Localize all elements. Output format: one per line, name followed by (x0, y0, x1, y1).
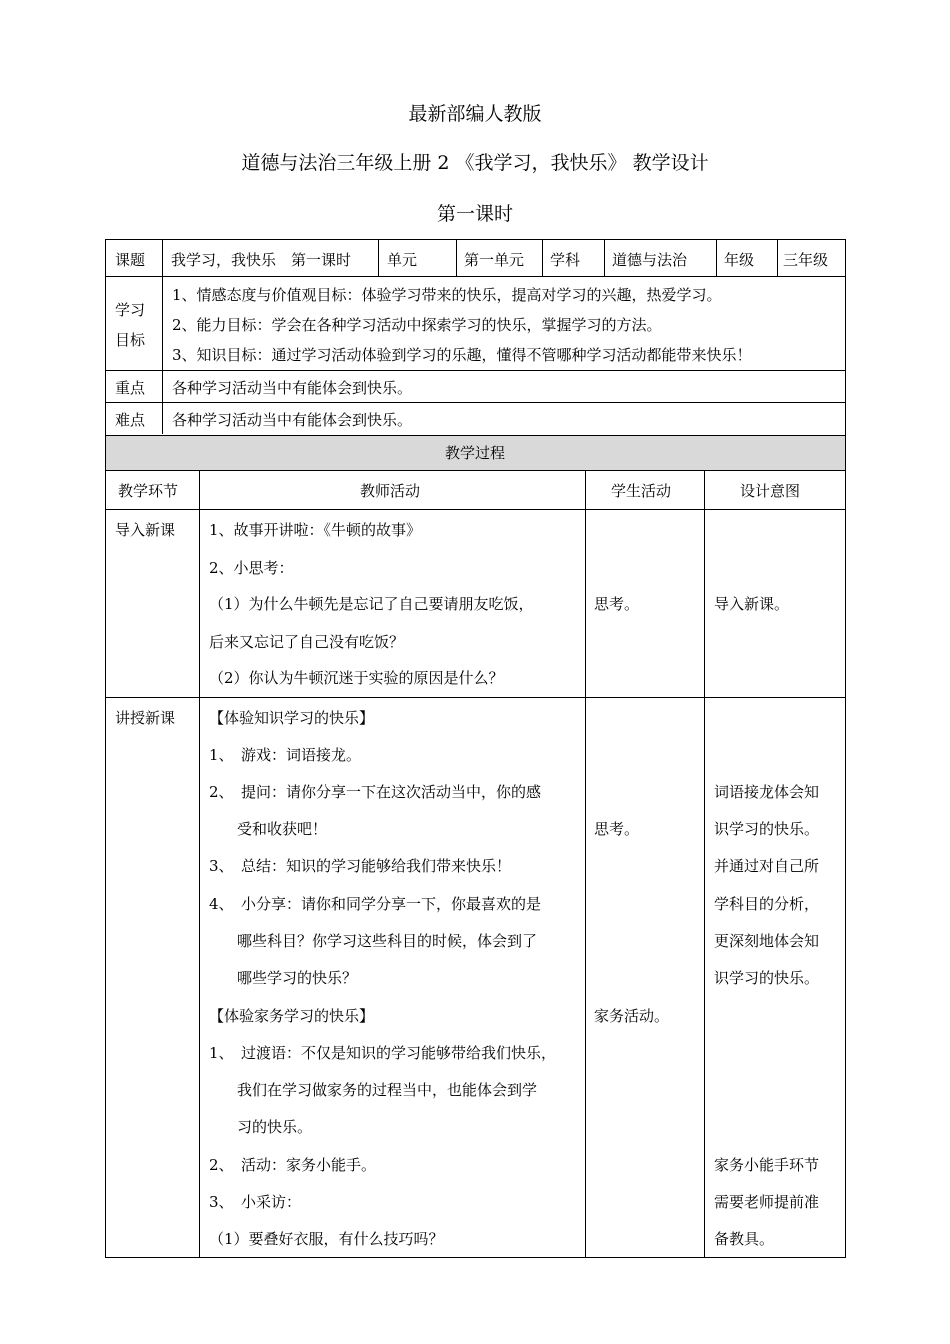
intent-intro: 导入新课。 (714, 595, 790, 613)
intent-line: 更深刻地体会知 (714, 932, 820, 950)
teacher-line: 后来又忘记了自己没有吃饭？ (209, 633, 405, 651)
doc-title-series: 最新部编人教版 (408, 103, 542, 125)
teacher-line: 我们在学习做家务的过程当中，也能体会到学 (237, 1081, 538, 1099)
teacher-line: 2、小思考： (209, 559, 294, 577)
unit-value: 第一单元 (464, 251, 525, 269)
process-title: 教学过程 (444, 444, 505, 462)
col-header-stage: 教学环节 (118, 482, 179, 500)
key-label: 重点 (115, 379, 146, 397)
topic-label: 课题 (115, 251, 146, 269)
intent-line: 并通过对自己所 (714, 857, 820, 875)
grade-value: 三年级 (783, 251, 829, 269)
doc-title-main: 道德与法治三年级上册 2 《我学习，我快乐》 教学设计 (241, 152, 709, 174)
teacher-line: （1）要叠好衣服，有什么技巧吗？ (209, 1230, 444, 1248)
teacher-line: 3、 总结：知识的学习能够给我们带来快乐！ (209, 857, 512, 875)
subject-value: 道德与法治 (612, 251, 688, 269)
intent-line: 识学习的快乐。 (714, 820, 820, 838)
stage-teach: 讲授新课 (115, 709, 176, 727)
intent-line: 学科目的分析， (714, 895, 820, 913)
teacher-line: 2、 提问：请你分享一下在这次活动当中，你的感 (209, 783, 542, 801)
key-value: 各种学习活动当中有能体会到快乐。 (172, 379, 413, 397)
col-header-intent: 设计意图 (740, 482, 801, 500)
teacher-line: 1、 游戏：词语接龙。 (209, 746, 362, 764)
col-header-student: 学生活动 (611, 482, 672, 500)
topic-value: 我学习，我快乐 第一课时 (171, 251, 352, 269)
goals-label-2: 目标 (115, 331, 146, 349)
teacher-line: 习的快乐。 (237, 1118, 313, 1136)
grade-label: 年级 (724, 251, 755, 269)
student-teach-1: 思考。 (594, 820, 640, 838)
goal-item: 2、能力目标：学会在各种学习活动中探索学习的快乐，掌握学习的方法。 (172, 316, 662, 334)
teacher-line: 1、故事开讲啦：《牛顿的故事》 (209, 521, 422, 539)
teacher-line: 【体验知识学习的快乐】 (209, 709, 375, 727)
intent-line: 识学习的快乐。 (714, 969, 820, 987)
teacher-line: 【体验家务学习的快乐】 (209, 1007, 375, 1025)
intent-line: 家务小能手环节 (714, 1156, 820, 1174)
teacher-line: 4、 小分享：请你和同学分享一下，你最喜欢的是 (209, 895, 542, 913)
intent-line: 词语接龙体会知 (714, 783, 820, 801)
difficult-label: 难点 (115, 411, 146, 429)
subject-label: 学科 (550, 251, 581, 269)
doc-title-lesson: 第一课时 (436, 203, 513, 225)
teacher-line: 1、 过渡语：不仅是知识的学习能够带给我们快乐， (209, 1044, 557, 1062)
difficult-value: 各种学习活动当中有能体会到快乐。 (172, 411, 413, 429)
teacher-line: 受和收获吧！ (237, 820, 328, 838)
intent-line: 需要老师提前准 (714, 1193, 820, 1211)
intent-line: 备教具。 (714, 1230, 775, 1248)
student-intro: 思考。 (594, 595, 640, 613)
teacher-line: 2、 活动：家务小能手。 (209, 1156, 377, 1174)
teacher-line: 哪些学习的快乐？ (237, 969, 358, 987)
teacher-line: 哪些科目？你学习这些科目的时候，体会到了 (237, 932, 538, 950)
col-header-teacher: 教师活动 (360, 482, 421, 500)
goal-item: 1、情感态度与价值观目标：体验学习带来的快乐，提高对学习的兴趣，热爱学习。 (172, 286, 722, 304)
teacher-line: （2）你认为牛顿沉迷于实验的原因是什么？ (209, 669, 504, 687)
teacher-line: 3、 小采访： (209, 1193, 302, 1211)
unit-label: 单元 (387, 251, 418, 269)
goals-label-1: 学习 (115, 301, 146, 319)
student-teach-2: 家务活动。 (594, 1007, 670, 1025)
stage-intro: 导入新课 (115, 521, 176, 539)
teacher-line: （1）为什么牛顿先是忘记了自己要请朋友吃饭， (209, 595, 534, 613)
goal-item: 3、知识目标：通过学习活动体验到学习的乐趣，懂得不管哪种学习活动都能带来快乐！ (172, 346, 752, 364)
